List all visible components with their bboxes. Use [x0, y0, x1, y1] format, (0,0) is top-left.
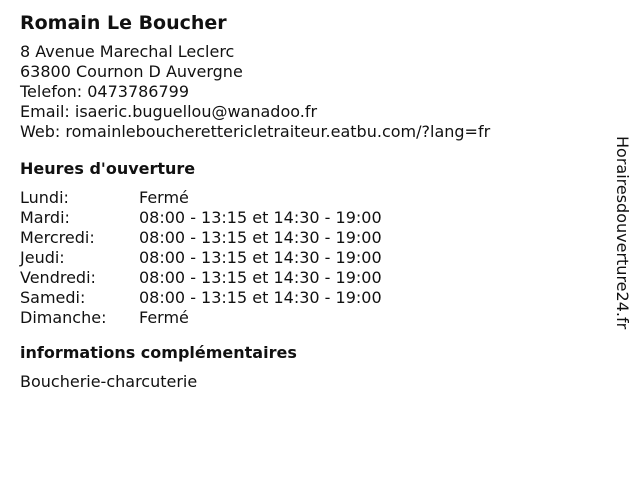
hours-table [20, 188, 580, 328]
day-hours: 08:00 - 13:15 et 14:30 - 19:00 [139, 208, 382, 227]
day-hours: Fermé [139, 308, 189, 327]
hours-row [20, 188, 580, 208]
day-hours: Fermé [139, 188, 189, 207]
info-heading: informations complémentaires [20, 343, 297, 362]
hours-row [20, 228, 580, 248]
watermark [612, 136, 632, 376]
phone-number: Telefon: 0473786799 [20, 82, 190, 101]
hours-row [20, 248, 580, 268]
watermark-text: Horairesdouverture24.fr [613, 136, 632, 330]
business-card [20, 10, 580, 392]
day-label: Mardi: [20, 208, 70, 227]
info-text: Boucherie-charcuterie [20, 372, 198, 391]
hours-row [20, 208, 580, 228]
day-label: Lundi: [20, 188, 69, 207]
day-hours: 08:00 - 13:15 et 14:30 - 19:00 [139, 248, 382, 267]
hours-row [20, 308, 580, 328]
day-label: Vendredi: [20, 268, 96, 287]
day-hours: 08:00 - 13:15 et 14:30 - 19:00 [139, 288, 382, 307]
hours-row [20, 268, 580, 288]
business-name: Romain Le Boucher [20, 12, 227, 34]
hours-heading: Heures d'ouverture [20, 159, 196, 178]
contact-block [20, 42, 580, 142]
hours-row [20, 288, 580, 308]
day-label: Mercredi: [20, 228, 95, 247]
day-label: Samedi: [20, 288, 86, 307]
day-label: Jeudi: [20, 248, 65, 267]
website-url: Web: romainleboucherettericletraiteur.eatbu.com/?lang=fr [20, 122, 491, 141]
city-address: 63800 Cournon D Auvergne [20, 62, 243, 81]
day-hours: 08:00 - 13:15 et 14:30 - 19:00 [139, 268, 382, 287]
email-address: Email: isaeric.buguellou@wanadoo.fr [20, 102, 318, 121]
day-hours: 08:00 - 13:15 et 14:30 - 19:00 [139, 228, 382, 247]
street-address: 8 Avenue Marechal Leclerc [20, 42, 235, 61]
day-label: Dimanche: [20, 308, 107, 327]
